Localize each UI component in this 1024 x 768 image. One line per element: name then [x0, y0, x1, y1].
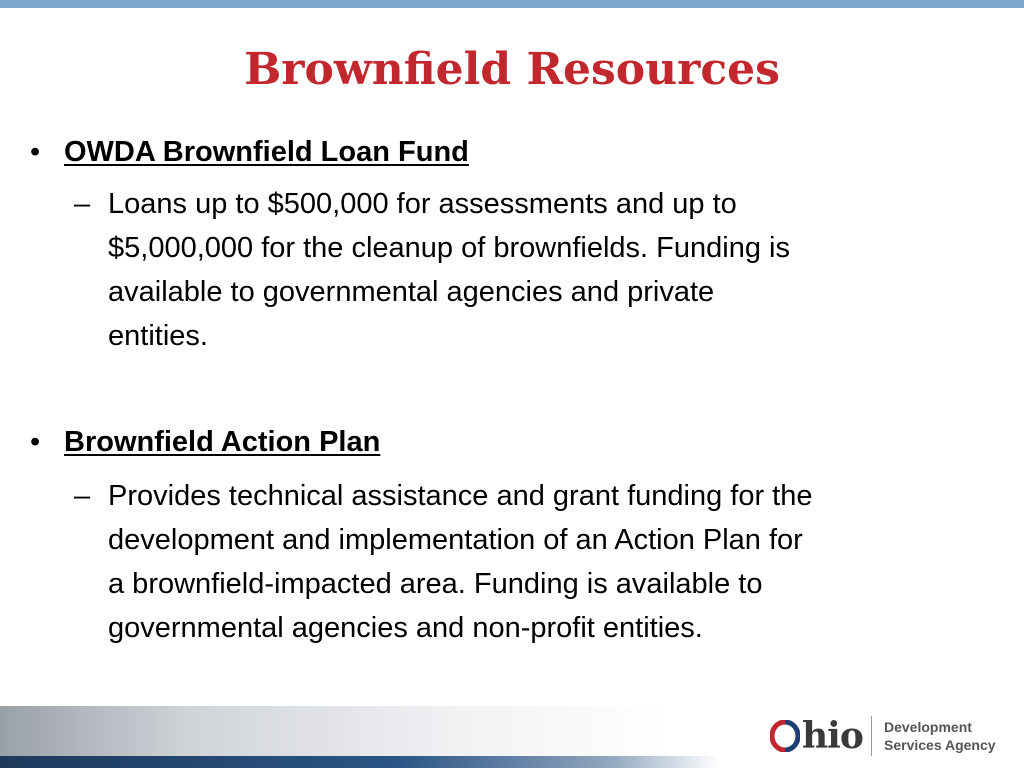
description-line: Provides technical assistance and grant funding for the	[108, 480, 813, 512]
agency-name	[884, 718, 996, 754]
sub-marker: –	[74, 480, 91, 512]
description-line: a brownfield-impacted area. Funding is available to	[108, 568, 763, 600]
description-line: $5,000,000 for the cleanup of brownfields. Funding is	[108, 232, 790, 264]
footer-blue-stripe	[0, 756, 720, 768]
logo-divider	[871, 716, 872, 756]
description-line: entities.	[108, 320, 208, 352]
bullet-marker: •	[30, 136, 41, 168]
description-line: governmental agencies and non-profit entities.	[108, 612, 703, 644]
bullet-heading: Brownfield Action Plan	[64, 426, 381, 458]
sub-marker: –	[74, 188, 91, 220]
ohio-development-services-agency-logo	[770, 712, 1014, 762]
top-accent-bar	[0, 0, 1024, 8]
description-line: development and implementation of an Action Plan for	[108, 524, 803, 556]
bullet-heading: OWDA Brownfield Loan Fund	[64, 136, 469, 168]
sub-item-action-plan-description	[74, 474, 1014, 650]
ohio-o-icon	[770, 720, 800, 752]
ohio-wordmark-text: hio	[802, 715, 863, 757]
description-line: available to governmental agencies and private	[108, 276, 715, 308]
bullet-marker: •	[30, 426, 41, 458]
agency-name-line: Services Agency	[884, 737, 996, 753]
agency-name-line: Development	[884, 719, 972, 735]
description-line: Loans up to $500,000 for assessments and up to	[108, 188, 737, 220]
slide-title: Brownfield Resources	[244, 44, 780, 95]
sub-item-owda-description	[74, 182, 1014, 358]
